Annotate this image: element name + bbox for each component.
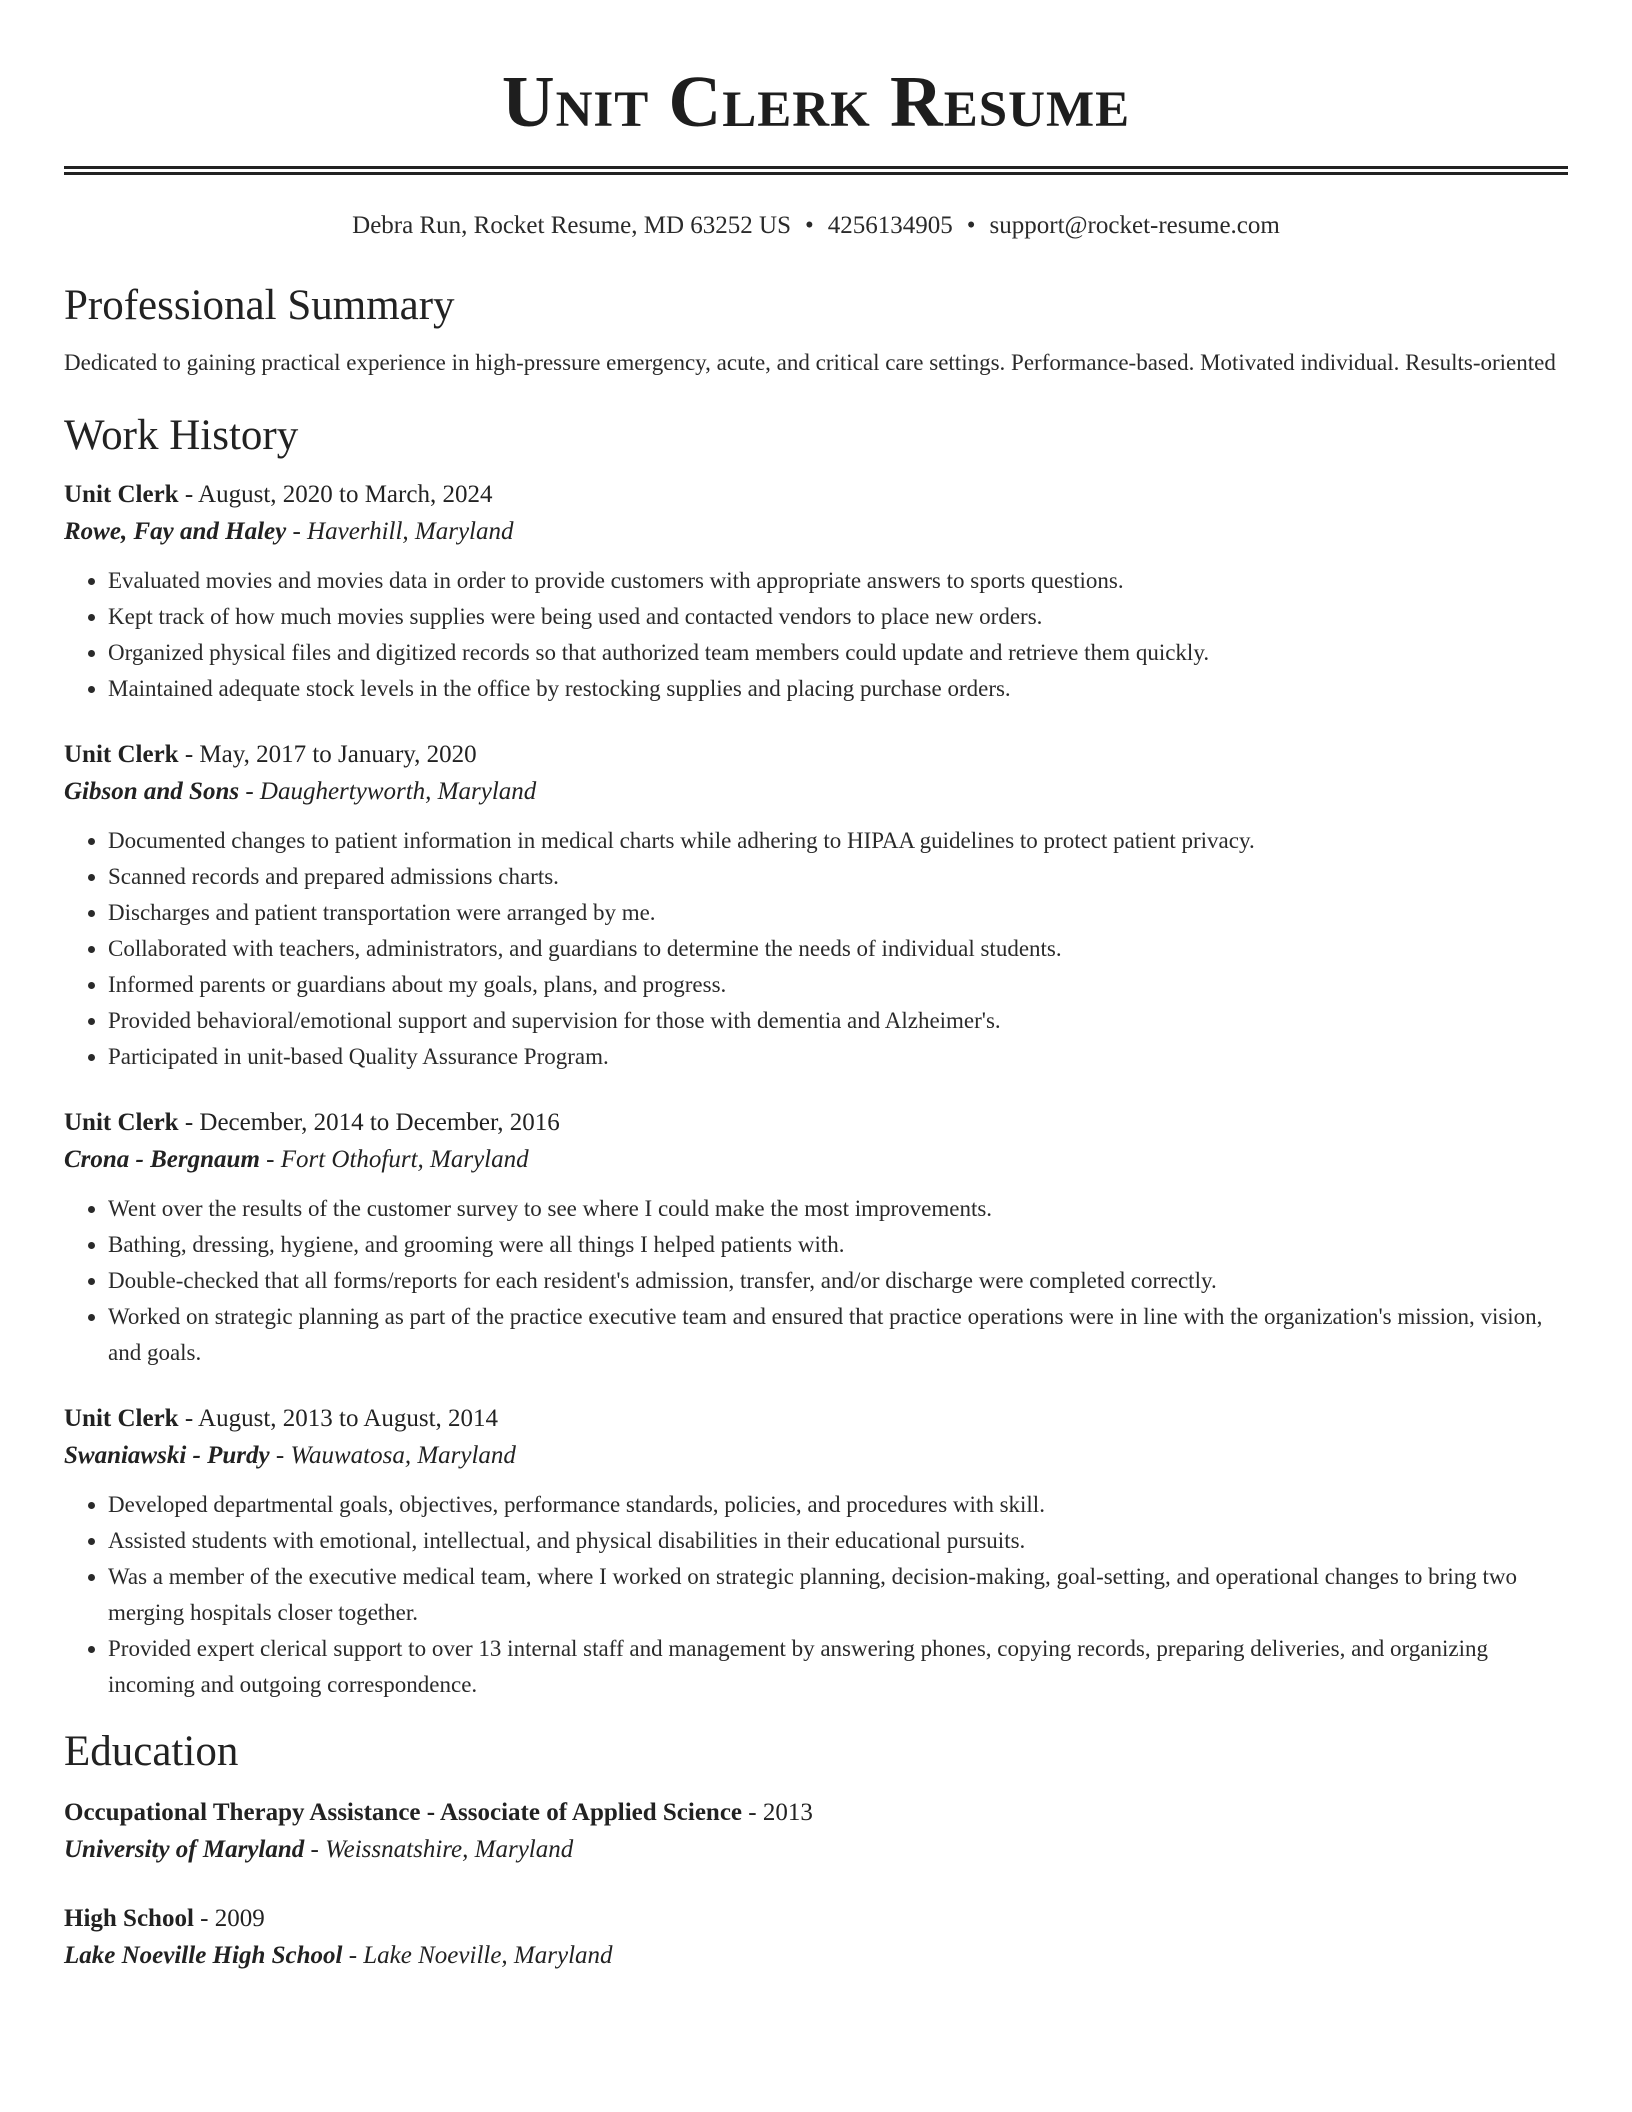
job-dates: August, 2013 to August, 2014	[198, 1405, 499, 1432]
education-entry	[64, 1795, 1568, 1869]
duty-item: • Maintained adequate stock levels in the office by restocking supplies and placing purchase orders.	[108, 671, 1568, 707]
job-title: Unit Clerk	[64, 1109, 179, 1136]
school-name: University of Maryland	[64, 1836, 305, 1863]
company-name: Rowe, Fay and Haley	[64, 518, 287, 545]
title-divider	[64, 166, 1568, 175]
job-title: Unit Clerk	[64, 1405, 179, 1432]
duty-list	[64, 1191, 1568, 1371]
job-entry	[64, 477, 1568, 707]
company-name: Crona - Bergnaum	[64, 1146, 260, 1173]
company-name: Gibson and Sons	[64, 778, 240, 805]
duty-list	[64, 1487, 1568, 1703]
duty-item: • Assisted students with emotional, intellectual, and physical disabilities in their educational pursuits.	[108, 1523, 1568, 1559]
degree-name: Occupational Therapy Assistance - Associate of Applied Science	[64, 1799, 743, 1826]
school-location: Lake Noeville, Maryland	[363, 1942, 613, 1969]
company-location: Haverhill, Maryland	[307, 518, 514, 545]
duty-item: • Developed departmental goals, objectives, performance standards, policies, and procedures with skill.	[108, 1487, 1568, 1523]
job-title: Unit Clerk	[64, 741, 179, 768]
company-line: Swaniawski - Purdy - Wauwatosa, Maryland	[64, 1442, 516, 1469]
school-location: Weissnatshire, Maryland	[325, 1836, 574, 1863]
job-dates: August, 2020 to March, 2024	[198, 481, 493, 508]
contact-separator: •	[805, 212, 814, 239]
school-line: University of Maryland - Weissnatshire, Maryland	[64, 1836, 574, 1863]
job-entry	[64, 1105, 1568, 1371]
duty-item: • Scanned records and prepared admissions charts.	[108, 859, 1568, 895]
duty-item: • Double-checked that all forms/reports for each resident's admission, transfer, and/or discharge were completed correctly.	[108, 1263, 1568, 1299]
duty-item: • Was a member of the executive medical team, where I worked on strategic planning, decision-making, goal-setting, and operational changes to bring two merging hospitals closer together.	[108, 1559, 1568, 1631]
job-dates: December, 2014 to December, 2016	[199, 1109, 560, 1136]
company-line: Rowe, Fay and Haley - Haverhill, Maryland	[64, 518, 514, 545]
contact-email: support@rocket-resume.com	[989, 212, 1280, 239]
duty-item: • Organized physical files and digitized records so that authorized team members could update and retrieve them quickly.	[108, 635, 1568, 671]
contact-separator: •	[966, 212, 976, 239]
degree-year: 2013	[762, 1799, 813, 1826]
company-name: Swaniawski - Purdy	[64, 1442, 270, 1469]
job-title-line: Unit Clerk - December, 2014 to December, 2016	[64, 1109, 560, 1136]
duty-item: • Discharges and patient transportation were arranged by me.	[108, 895, 1568, 931]
job-entry	[64, 737, 1568, 1075]
duty-item: • Collaborated with teachers, administrators, and guardians to determine the needs of individual students.	[108, 931, 1568, 967]
degree-name: High School	[64, 1905, 194, 1932]
duty-item: • Kept track of how much movies supplies were being used and contacted vendors to place new orders.	[108, 599, 1568, 635]
education-entry	[64, 1901, 1568, 1975]
duty-list	[64, 563, 1568, 707]
resume-title: Unit Clerk Resume	[501, 61, 1131, 142]
company-location: Daughertyworth, Maryland	[259, 778, 537, 805]
duty-item: • Bathing, dressing, hygiene, and grooming were all things I helped patients with.	[108, 1227, 1568, 1263]
duty-item: • Worked on strategic planning as part of the practice executive team and ensured that practice operations were in line with the organization's mission, vision, and goals.	[108, 1299, 1568, 1371]
contact-phone: 4256134905	[827, 212, 953, 239]
job-title: Unit Clerk	[64, 481, 179, 508]
duty-item: • Documented changes to patient information in medical charts while adhering to HIPAA guidelines to protect patient privacy.	[108, 823, 1568, 859]
school-name: Lake Noeville High School	[64, 1942, 343, 1969]
job-title-line: Unit Clerk - August, 2013 to August, 2014	[64, 1405, 499, 1432]
job-title-line: Unit Clerk - August, 2020 to March, 2024	[64, 481, 493, 508]
school-line: Lake Noeville High School - Lake Noeville, Maryland	[64, 1942, 613, 1969]
company-location: Fort Othofurt, Maryland	[280, 1146, 529, 1173]
duty-item: • Participated in unit-based Quality Assurance Program.	[108, 1039, 1568, 1075]
job-entry	[64, 1401, 1568, 1703]
work-history-heading: Work History	[64, 412, 299, 459]
summary-text: Dedicated to gaining practical experience in high-pressure emergency, acute, and critical care settings. Performance-based. Motivated individual. Results-oriented	[64, 350, 1556, 375]
education-heading: Education	[64, 1728, 239, 1775]
degree-line: Occupational Therapy Assistance - Associate of Applied Science - 2013	[64, 1799, 813, 1826]
company-line: Crona - Bergnaum - Fort Othofurt, Maryland	[64, 1146, 529, 1173]
contact-line	[64, 211, 1568, 241]
duty-item: • Informed parents or guardians about my goals, plans, and progress.	[108, 967, 1568, 1003]
company-location: Wauwatosa, Maryland	[290, 1442, 516, 1469]
degree-year: 2009	[214, 1905, 265, 1932]
job-dates: May, 2017 to January, 2020	[199, 741, 477, 768]
contact-address: Debra Run, Rocket Resume, MD 63252 US	[352, 212, 791, 239]
job-title-line: Unit Clerk - May, 2017 to January, 2020	[64, 741, 477, 768]
company-line: Gibson and Sons - Daughertyworth, Maryland	[64, 778, 537, 805]
summary-heading: Professional Summary	[64, 282, 455, 329]
duty-item: • Provided expert clerical support to over 13 internal staff and management by answering phones, copying records, preparing deliveries, and organizing incoming and outgoing correspondence.	[108, 1631, 1568, 1703]
duty-list	[64, 823, 1568, 1075]
duty-item: • Provided behavioral/emotional support and supervision for those with dementia and Alzheimer's.	[108, 1003, 1568, 1039]
duty-item: • Went over the results of the customer survey to see where I could make the most improvements.	[108, 1191, 1568, 1227]
degree-line: High School - 2009	[64, 1905, 265, 1932]
duty-item: • Evaluated movies and movies data in order to provide customers with appropriate answers to sports questions.	[108, 563, 1568, 599]
